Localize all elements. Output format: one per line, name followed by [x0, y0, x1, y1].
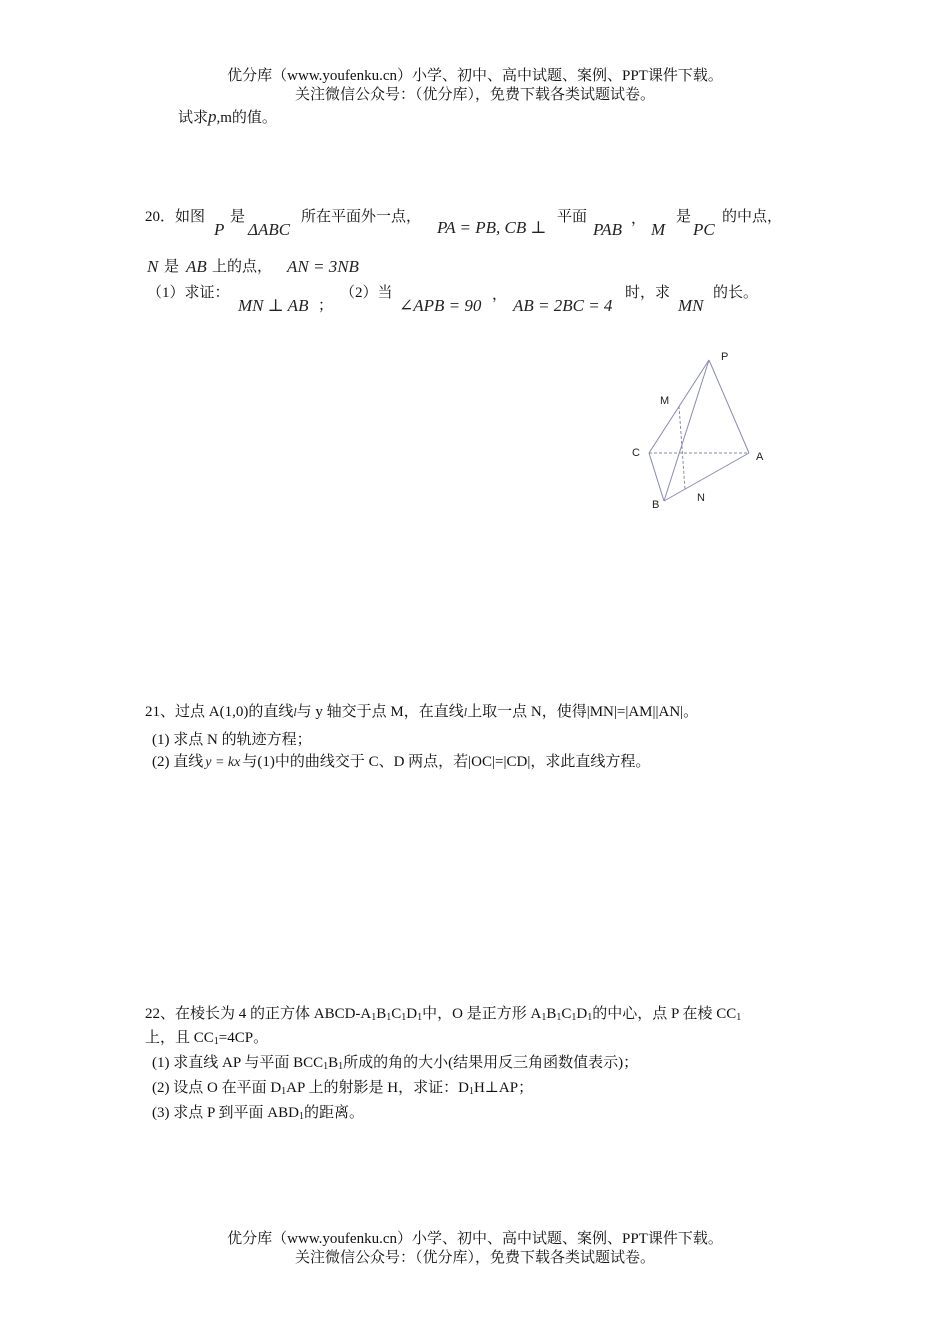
q22-line2: 上，且 $CC_1=4CP$。	[145, 1030, 269, 1047]
q20-point-M: M	[651, 220, 666, 239]
q20-plane-PAB: PAB	[593, 220, 622, 239]
q20-comma: ，	[631, 211, 647, 227]
q20-condition-PA-PB: PA = PB, CB ⊥	[437, 218, 547, 237]
q21-sub1: (1) 求点 N 的轨迹方程；	[152, 732, 312, 748]
segment-MN-hidden	[679, 406, 685, 489]
q20-is2: 是	[676, 209, 692, 225]
q20-is3: 是	[164, 259, 180, 275]
q20-point-P: P	[214, 220, 225, 239]
q22-sub3: (3) 求点 P 到平面 $ABD_1$的距离。	[152, 1105, 364, 1122]
q20-MN-perp-AB: MN ⊥ AB	[238, 296, 309, 315]
q20-point-N: N	[147, 257, 159, 276]
label-C: C	[632, 447, 640, 459]
q22-line1: 22、在棱长为 4 的正方体 ABCD-$A_1B_1C_1D_1$中，O 是正方形 $A_1B_1C_1D_1$的中心，点 P 在棱 $CC_1$	[145, 1006, 742, 1023]
page-footer-line1: 优分库（www.youfenku.cn）小学、初中、高中试题、案例、PPT课件下载。	[227, 1231, 723, 1247]
q20-part2-label: （2）当	[340, 285, 393, 301]
label-N: N	[697, 492, 705, 504]
q20-plane-word: 平面	[557, 209, 588, 225]
page-footer-line2: 关注微信公众号：（优分库），免费下载各类试题试卷。	[294, 1250, 655, 1266]
q20-semicolon: ；	[318, 298, 334, 314]
q20-is: 是	[230, 209, 246, 225]
edge-PA	[709, 360, 749, 453]
q20-angle-APB: ∠APB = 90	[399, 296, 482, 315]
label-B: B	[652, 499, 660, 511]
q20-segment-MN: MN	[678, 296, 704, 315]
edge-CB	[649, 453, 664, 501]
q20-pyramid-figure	[620, 340, 780, 520]
q22-sub1: (1) 求直线 AP 与平面 $BCC_1B_1$所成的角的大小(结果用反三角函数值表示)；	[152, 1055, 639, 1072]
q20-comma2: ，	[492, 287, 508, 303]
q21-sub2: (2) 直线 y = kx 与(1)中的曲线交于 C、D 两点，若|OC|=|CD|，求此直线方程。	[152, 754, 651, 770]
q20-segment-PC: PC	[693, 220, 715, 239]
q20-condition-AB-BC: AB = 2BC = 4	[513, 296, 613, 315]
label-A: A	[756, 451, 764, 463]
q20-number: 20．如图	[145, 209, 206, 225]
q20-segment-AB: AB	[186, 257, 207, 276]
q20-part1-label: （1）求证：	[147, 285, 230, 301]
q20-triangle-ABC: ΔABC	[248, 220, 291, 239]
q20-length: 的长。	[713, 285, 759, 301]
q20-outside-plane: 所在平面外一点，	[301, 209, 422, 225]
q20-midpoint: 的中点，	[722, 209, 783, 225]
q20-on-AB: 上的点，	[212, 259, 273, 275]
q21-line1: 21、过点 A(1,0)的直线l与 y 轴交于点 M，在直线l上取一点 N，使得|MN|=|AM||AN|。	[145, 704, 699, 720]
q19-tail: 试求p,m的值。	[178, 107, 277, 126]
q22-sub2: (2) 设点 O 在平面 $D_1AP$ 上的射影是 H，求证：$D_1H\perp AP$；	[152, 1080, 534, 1097]
q20-condition-AN: AN = 3NB	[287, 257, 359, 276]
page-header-line1: 优分库（www.youfenku.cn）小学、初中、高中试题、案例、PPT课件下载。	[227, 68, 723, 84]
label-M: M	[660, 395, 670, 407]
page-header-line2: 关注微信公众号：（优分库），免费下载各类试题试卷。	[294, 87, 655, 103]
q20-when: 时，求	[625, 285, 671, 301]
label-P: P	[721, 351, 729, 363]
